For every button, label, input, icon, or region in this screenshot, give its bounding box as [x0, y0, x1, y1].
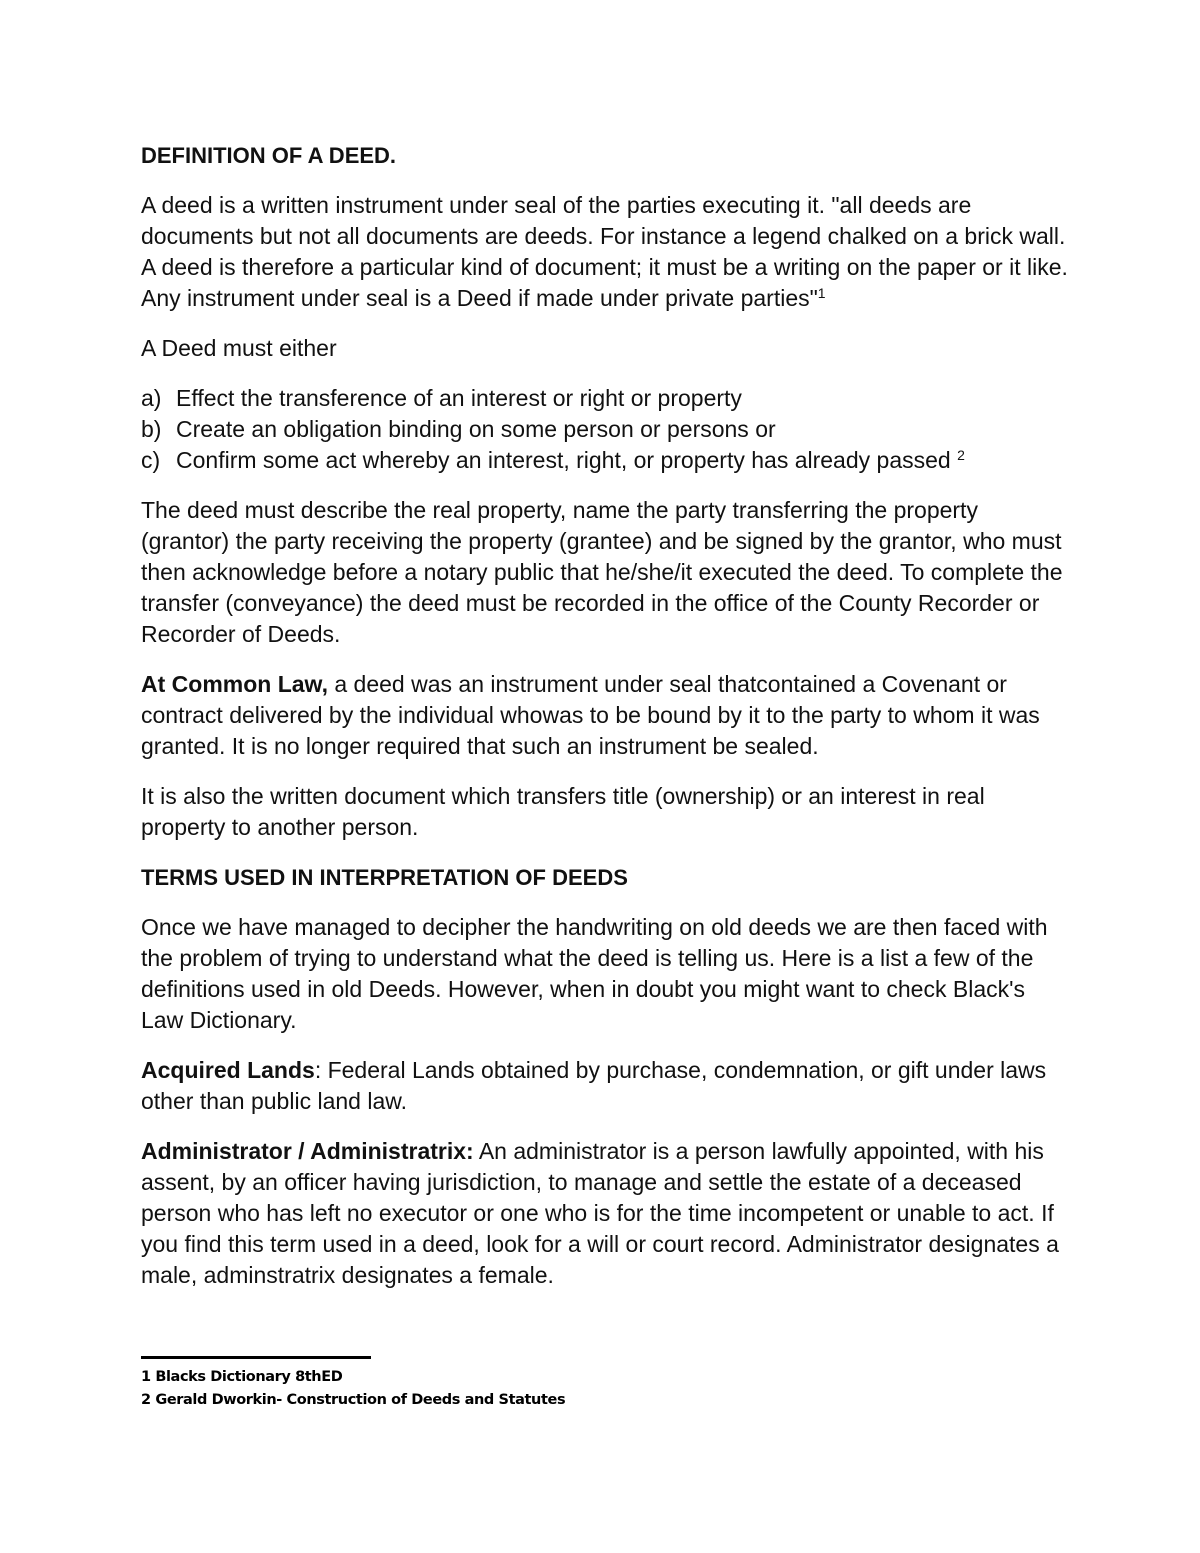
term-label: Administrator / Administratrix:	[141, 1138, 474, 1164]
footnote-1: 1 Blacks Dictionary 8thED	[141, 1369, 343, 1385]
list-item	[141, 414, 1071, 445]
list-item-text: Confirm some act whereby an interest, right, or property has already passed	[176, 447, 958, 473]
written-document-paragraph: It is also the written document which transfers title (ownership) or an interest in real property to another person.	[141, 783, 985, 840]
list-item	[141, 445, 1071, 476]
section-heading-definition: DEFINITION OF A DEED.	[141, 143, 397, 168]
deed-must-either-text: A Deed must either	[141, 335, 337, 361]
footnote-separator	[141, 1356, 371, 1359]
definition-text: A deed is a written instrument under seal of the parties executing it. "all deeds are documents but not all documents are deeds. For instance a legend chalked on a brick wall. A deed is therefore a particular kind of document; it must be a writing on the paper or it like. Any instrument under seal is a Deed if made under private parties"	[141, 192, 1068, 311]
footnotes	[141, 1366, 565, 1412]
footnote-ref-2: 2	[957, 447, 965, 463]
term-text: : Federal Lands obtained by purchase, condemnation, or gift under laws other than public land law.	[141, 1057, 1047, 1114]
list-marker: c)	[141, 447, 161, 473]
term-definition-administrator	[141, 1136, 1071, 1291]
term-label: Acquired Lands	[141, 1057, 315, 1083]
common-law-text: a deed was an instrument under seal thatcontained a Covenant or contract delivered by the individual whowas to be bound by it to the party to whom it was granted. It is no longer required that such an instrument be sealed.	[141, 671, 1040, 759]
footnote-2: 2 Gerald Dworkin- Construction of Deeds and Statutes	[141, 1392, 566, 1408]
list-marker: a)	[141, 385, 162, 411]
definition-paragraph	[141, 190, 1071, 314]
deed-requirements-list	[141, 383, 1071, 476]
footnote-ref-1: 1	[817, 285, 826, 301]
list-item-text: Create an obligation binding on some person or persons or	[176, 416, 776, 442]
list-marker: b)	[141, 416, 162, 442]
common-law-paragraph	[141, 669, 1071, 762]
list-item-text: Effect the transference of an interest or right or property	[176, 385, 742, 411]
document-body	[141, 140, 1071, 1310]
list-item-text-with-ref	[176, 445, 965, 476]
common-law-term: At Common Law,	[141, 671, 328, 697]
deed-description-paragraph: The deed must describe the real property, name the party transferring the property (grantor) the party receiving the property (grantee) and be signed by the grantor, who must then acknowledge before a notary public that he/she/it executed the deed. To complete the transfer (conveyance) the deed must be recorded in the office of the County Recorder or Recorder of Deeds.	[141, 497, 1063, 647]
term-definition-acquired-lands	[141, 1055, 1071, 1117]
term-text: An administrator is a person lawfully appointed, with his assent, by an officer having jurisdiction, to manage and settle the estate of a deceased person who has left no executor or one who is for the time incompetent or unable to act. If you find this term used in a deed, look for a will or court record. Administrator designates a male, adminstratrix designates a female.	[141, 1138, 1059, 1288]
terms-intro-paragraph: Once we have managed to decipher the handwriting on old deeds we are then faced with the problem of trying to understand what the deed is telling us. Here is a list a few of the definitions used in old Deeds. However, when in doubt you might want to check Black's Law Dictionary.	[141, 914, 1048, 1033]
section-heading-terms: TERMS USED IN INTERPRETATION OF DEEDS	[141, 865, 628, 890]
list-item	[141, 383, 1071, 414]
